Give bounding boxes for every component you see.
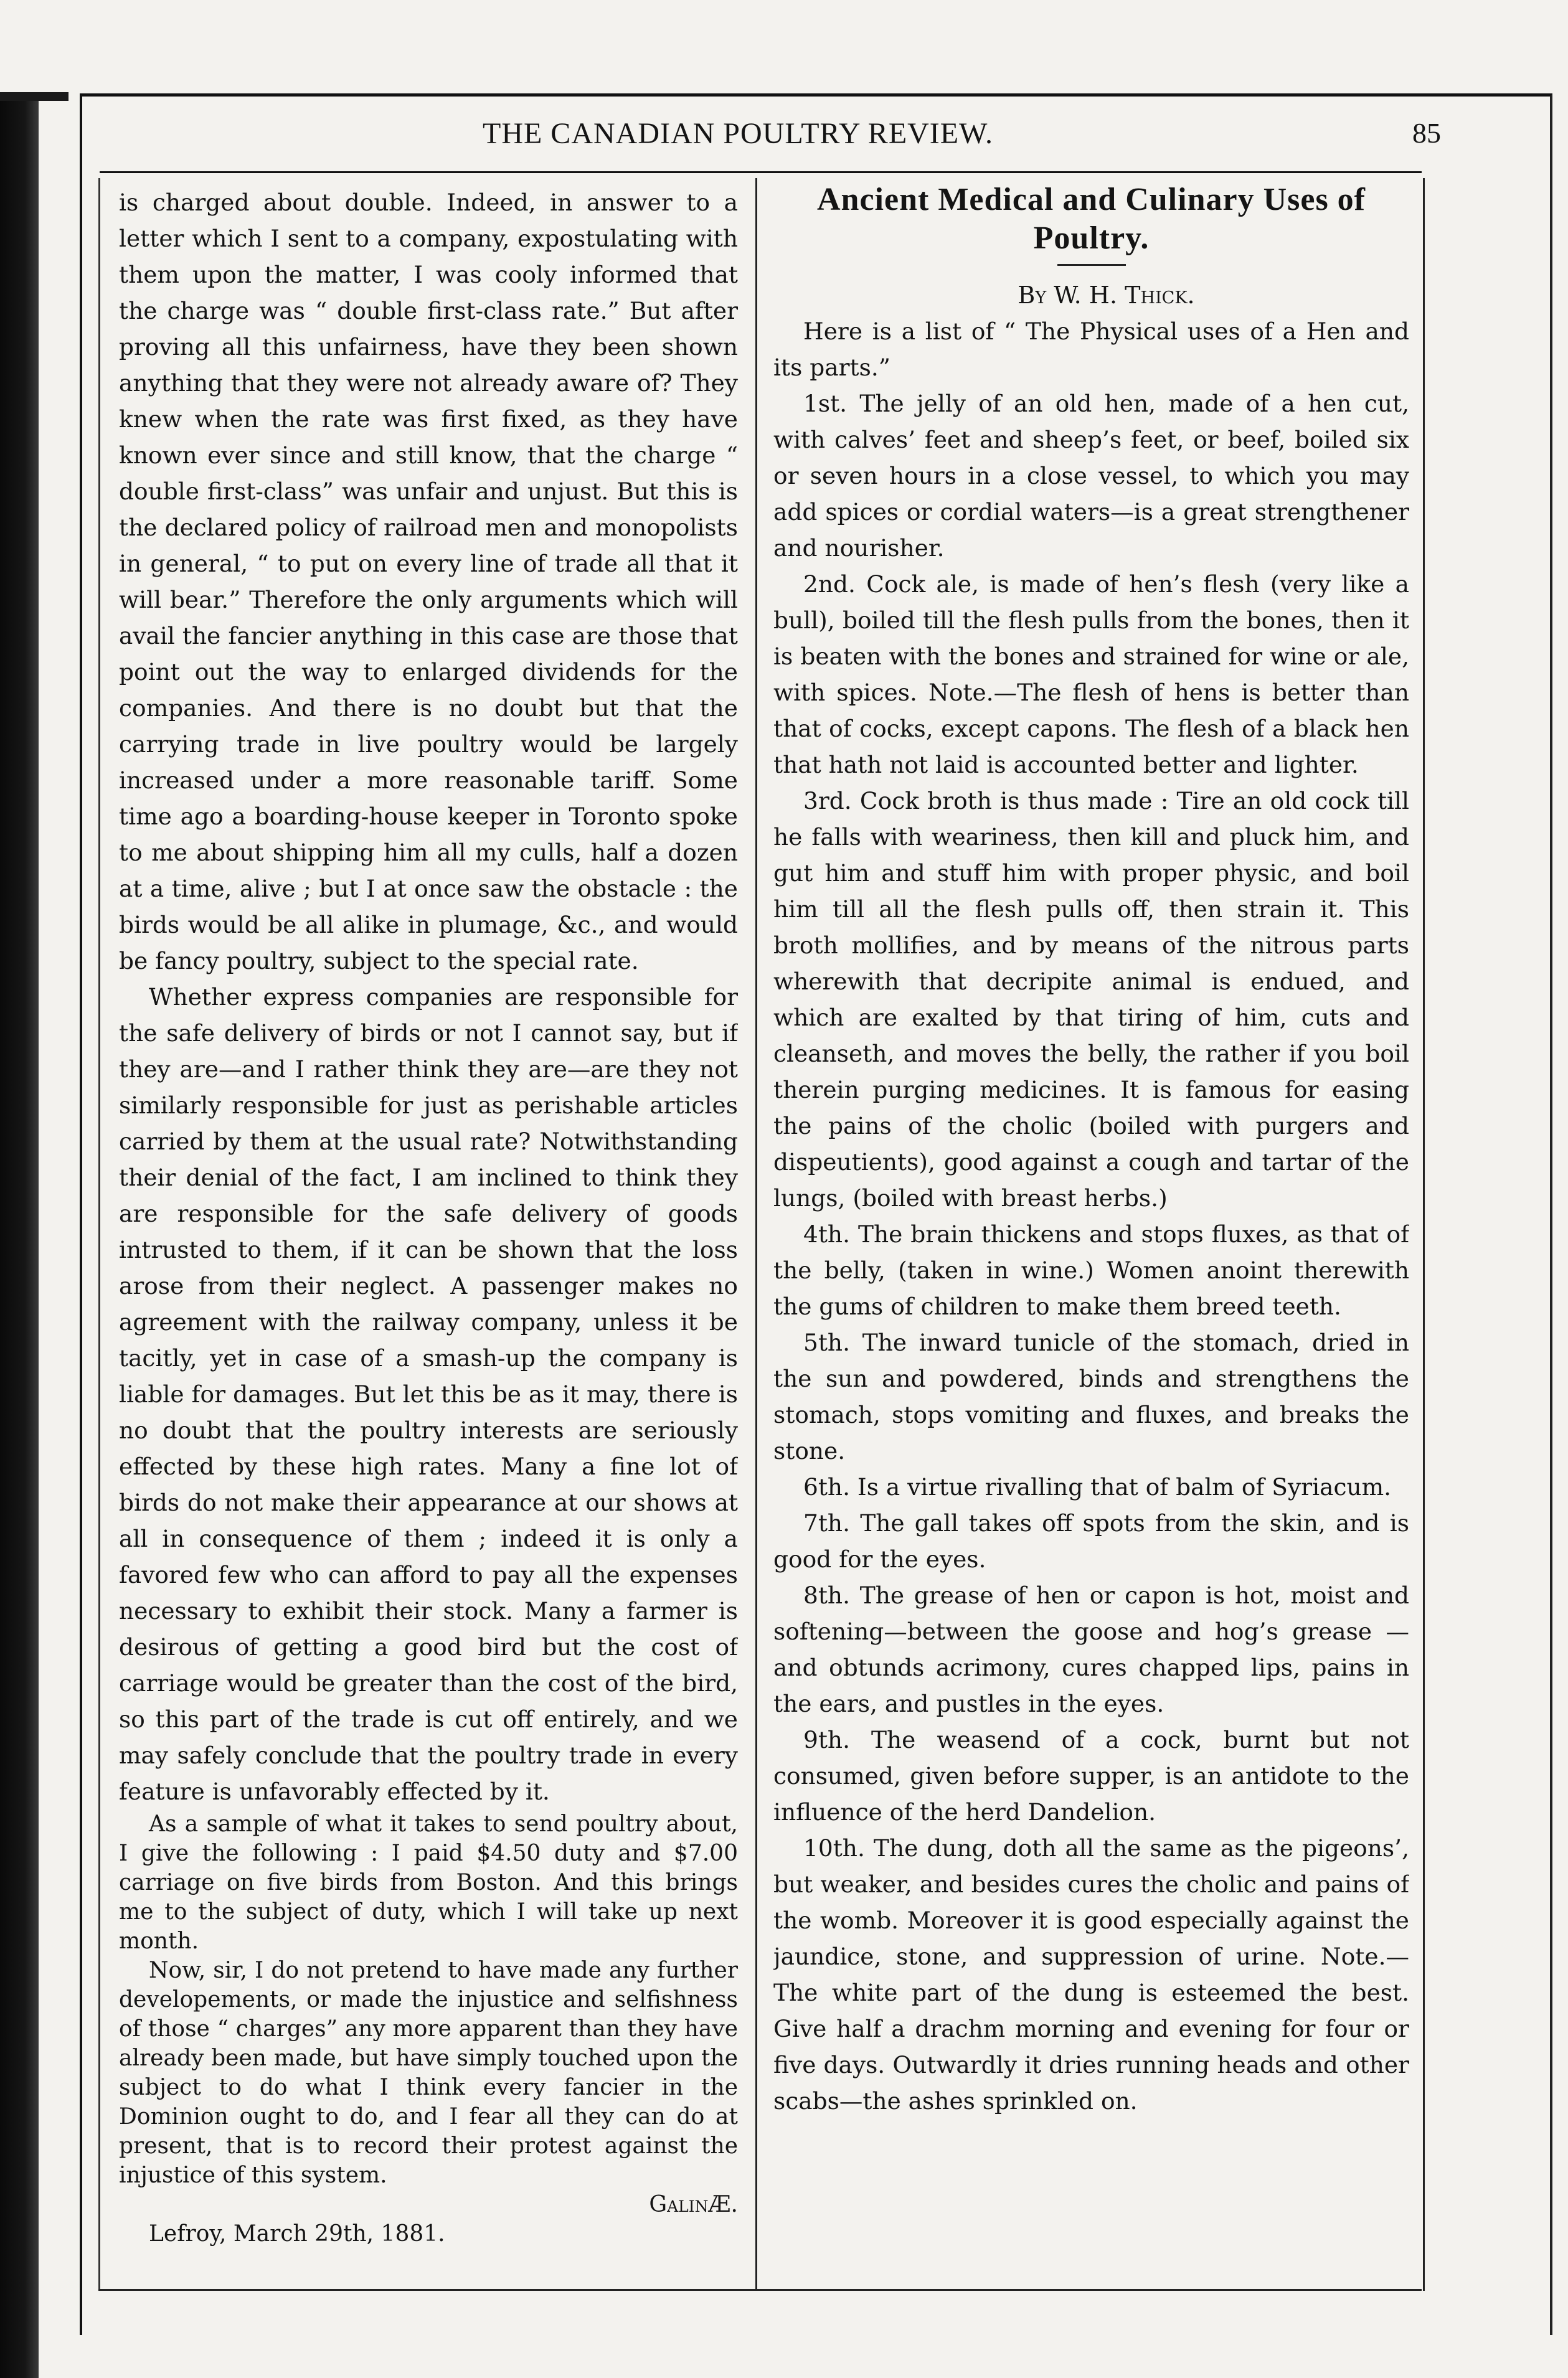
list-item: 9th. The weasend of a cock, burnt but not consumed, given before supper, is an antidote to the influence of the herd Dandelion. [773,1726,1409,1826]
dateline: Lefroy, March 29th, 1881. [149,2221,445,2247]
left-column-text [119,178,738,2291]
paragraph: As a sample of what it takes to send poultry about, I give the following : I paid $4.50 duty and $7.00 carriage on five birds from Boston. And this brings me to the subject of duty, which I will take up next month. [119,1811,738,1954]
list-item: 4th. The brain thickens and stops fluxes, as that of the belly, (taken in wine.) Women anoint therewith the gums of children to make them breed teeth. [773,1220,1409,1320]
signature: GalinÆ. [649,2192,738,2217]
list-item: 7th. The gall takes off spots from the skin, and is good for the eyes. [773,1509,1409,1573]
journal-title: THE CANADIAN POULTRY REVIEW. [483,117,993,150]
list-item: 2nd. Cock ale, is made of hen’s flesh (very like a bull), boiled till the flesh pulls from the bones, then it is beaten with the bones and strained for wine or ale, with spices. Note.—The flesh of hens is better than that of cocks, except capons. The flesh of a black hen that hath not laid is accounted better and lighter. [773,570,1409,778]
title-rule [1057,264,1126,266]
right-column [757,178,1425,2291]
paragraph: Whether express companies are responsible for the safe delivery of birds or not I cannot say, but if they are—and I rather think they are—are they not similarly responsible for just as perishable articles carried by them at the usual rate? Notwithstanding their denial of the fact, I am inclined to think they are responsible for the safe delivery of goods intrusted to them, if it can be shown that the loss arose from their neglect. A passenger makes no agreement with the railway company, unless it be tacitly, yet in case of a smash-up the company is liable for damages. But let this be as it may, there is no doubt that the poultry interests are seriously effected by these high rates. Many a fine lot of birds do not make their appearance at our shows at all in consequence of them ; indeed it is only a favored few who can afford to pay all the expenses necessary to exhibit their stock. Many a farmer is desirous of getting a good bird but the cost of carriage would be greater than the cost of the bird, so this part of the trade is cut off entirely, and we may safely conclude that the poultry trade in every feature is unfavorably effected by it. [119,983,738,1805]
list-item: 3rd. Cock broth is thus made : Tire an old cock till he falls with weariness, then kill and pluck him, and gut him and stuff him with proper physic, and boil him till all the flesh pulls off, then strain it. This broth mollifies, and by means of the nitrous parts wherewith that decripite animal is endued, and which are exalted by that tiring of him, cuts and cleanseth, and moves the belly, the rather if you boil therein purging medicines. It is famous for easing the pains of the cholic (boiled with purgers and dispeutients), good against a cough and tartar of the lungs, (boiled with breast herbs.) [773,787,1409,1212]
article-title: Ancient Medical and Culinary Uses of Poultry. [817,182,1366,256]
header-rule [100,171,1422,173]
list-item: 1st. The jelly of an old hen, made of a hen cut, with calves’ feet and sheep’s feet, or beef, boiled six or seven hours in a close vessel, to which you may add spices or cordial waters—is a great strengthener and nourisher. [773,390,1409,562]
book-binding-edge [0,93,39,2378]
running-head [0,116,1568,154]
list-item: 8th. The grease of hen or capon is hot, moist and softening—between the goose and hog’s grease —and obtunds acrimony, cures chapped lips, pains in the ears, and pustles in the eyes. [773,1582,1409,1717]
binding-notch [0,92,68,101]
column-bottom-rule [98,2289,1422,2291]
intro-paragraph: Here is a list of “ The Physical uses of a Hen and its parts.” [773,318,1409,381]
list-item: 6th. Is a virtue rivalling that of balm of Syriacum. [803,1473,1392,1501]
right-column-text [773,178,1409,2291]
paragraph: is charged about double. Indeed, in answer to a letter which I sent to a company, expostulating with them upon the matter, I was cooly informed that the charge was “ double first-class rate.” But after proving all this unfairness, have they been shown anything that they were not already aware of? They knew when the rate was first fixed, as they have known ever since and still know, that the charge “ double first-class” was unfair and unjust. But this is the declared policy of railroad men and monopolists in general, “ to put on every line of trade all that it will bear.” Therefore the only arguments which will avail the fancier anything in this case are those that point out the way to enlarged dividends for the companies. And there is no doubt but that the carrying trade in live poultry would be largely increased under a more reasonable tariff. Some time ago a boarding-house keeper in Toronto spoke to me about shipping him all my culls, half a dozen at a time, alive ; but I at once saw the obstacle : the birds would be all alike in plumage, &c., and would be fancy poultry, subject to the special rate. [119,189,738,974]
list-item: 10th. The dung, doth all the same as the pigeons’, but weaker, and besides cures the cholic and pains of the womb. Moreover it is good especially against the jaundice, stone, and suppression of urine. Note.—The white part of the dung is esteemed the best. Give half a drachm morning and evening for four or five days. Outwardly it dries running heads and other scabs—the ashes sprinkled on. [773,1834,1409,2115]
left-column [98,178,757,2291]
byline: By W. H. Thick. [1018,281,1195,309]
page-number: 85 [1412,117,1441,149]
list-item: 5th. The inward tunicle of the stomach, dried in the sun and powdered, binds and strengthens the stomach, stops vomiting and fluxes, and breaks the stone. [773,1329,1409,1465]
paragraph: Now, sir, I do not pretend to have made any further developements, or made the injustice and selfishness of those “ charges” any more apparent than they have already been made, but have simply touched upon the subject to do what I think every fancier in the Dominion ought to do, and I fear all they can do at present, that is to record their protest against the injustice of this system. [119,1958,738,2188]
